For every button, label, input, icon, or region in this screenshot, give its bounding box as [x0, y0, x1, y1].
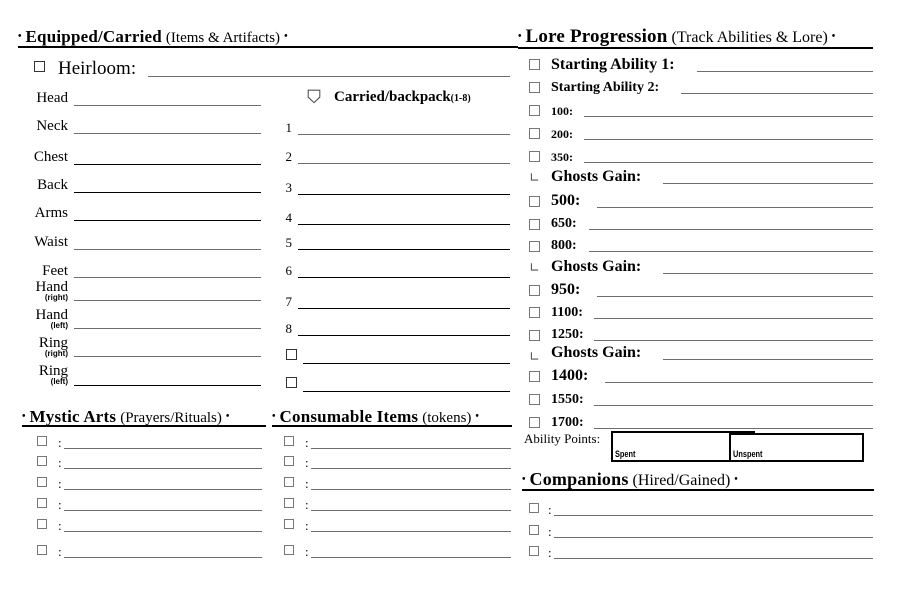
lore-line-200[interactable] — [584, 139, 873, 140]
header-bullet-right: • — [225, 411, 230, 422]
lore-line-800[interactable] — [589, 251, 873, 252]
lore-checkbox-1700[interactable] — [529, 417, 540, 428]
mystic-line-6[interactable] — [64, 557, 262, 558]
mystic-line-1[interactable] — [64, 448, 262, 449]
header-bullet-left: • — [22, 411, 26, 422]
lore-label-ghosts-gain-1: Ghosts Gain: — [551, 168, 642, 185]
mystic-checkbox-2[interactable] — [37, 456, 47, 466]
lore-label-1100: 1100: — [551, 305, 583, 320]
lore-checkbox-starting-ability-2[interactable] — [529, 82, 540, 93]
companion-colon-1: : — [548, 502, 552, 517]
equipment-label-chest: Chest — [33, 149, 68, 165]
section-title-equipped: Equipped/Carried — [25, 27, 162, 46]
lore-line-ghosts-gain-1[interactable] — [663, 183, 873, 184]
consumable-checkbox-4[interactable] — [284, 498, 294, 508]
backpack-number-7: 7 — [285, 294, 292, 309]
consumable-colon-4: : — [305, 497, 309, 512]
backpack-extra-checkbox-1[interactable] — [286, 349, 297, 360]
equipment-sublabel-hand-right: (right) — [44, 293, 68, 302]
header-bullet-left: • — [518, 31, 522, 42]
section-title-mystic: Mystic Arts — [29, 407, 117, 426]
equipment-label-feet: Feet — [42, 263, 68, 279]
heirloom-checkbox[interactable] — [34, 61, 45, 72]
companion-line-2[interactable] — [554, 537, 873, 538]
backpack-line-5[interactable] — [298, 249, 510, 250]
section-header-lore — [518, 27, 873, 49]
lore-label-100: 100: — [551, 104, 573, 118]
mystic-checkbox-4[interactable] — [37, 498, 47, 508]
header-rule-lore — [518, 47, 873, 49]
lore-checkbox-1100[interactable] — [529, 307, 540, 318]
equipment-line-neck[interactable] — [74, 133, 261, 134]
backpack-number-2: 2 — [285, 149, 292, 164]
mystic-line-2[interactable] — [64, 468, 262, 469]
header-bullet-right: • — [475, 411, 479, 422]
equipment-label-back: Back — [37, 177, 68, 193]
lore-checkbox-200[interactable] — [529, 128, 540, 139]
backpack-range: (1-8) — [450, 93, 471, 104]
header-rule-mystic — [22, 425, 266, 427]
consumable-checkbox-3[interactable] — [284, 477, 294, 487]
equipment-line-arms[interactable] — [74, 220, 261, 221]
lore-line-ghosts-gain-3[interactable] — [663, 359, 873, 360]
lore-label-1550: 1550: — [551, 392, 584, 407]
equipment-line-hand-left[interactable] — [74, 328, 261, 329]
lore-line-starting-ability-1[interactable] — [697, 71, 873, 72]
section-title-consumable: Consumable Items — [279, 407, 419, 426]
equipment-line-ring-right[interactable] — [74, 356, 261, 357]
lore-label-800: 800: — [551, 238, 577, 253]
lore-line-500[interactable] — [597, 207, 873, 208]
section-subtitle-lore: (Track Abilities & Lore) — [671, 29, 828, 46]
section-title-lore: Lore Progression — [525, 26, 668, 47]
backpack-title — [334, 90, 471, 105]
lore-line-100[interactable] — [584, 116, 873, 117]
lore-line-1250[interactable] — [594, 340, 873, 341]
section-header-mystic — [22, 408, 266, 427]
lore-line-ghosts-gain-2[interactable] — [663, 273, 873, 274]
header-rule-equipped — [18, 46, 518, 48]
companion-checkbox-3[interactable] — [529, 546, 539, 556]
equipment-label-head: Head — [36, 90, 68, 106]
section-subtitle-mystic: (Prayers/Rituals) — [120, 410, 222, 426]
equipment-label-waist: Waist — [34, 234, 68, 250]
equipment-line-ring-left[interactable] — [74, 385, 261, 386]
heirloom-label: Heirloom: — [58, 58, 137, 79]
header-bullet-right: • — [284, 31, 288, 42]
lore-checkbox-800[interactable] — [529, 241, 540, 252]
backpack-extra-line-1[interactable] — [303, 363, 510, 364]
header-bullet-left: • — [18, 31, 22, 42]
header-bullet-right: • — [831, 31, 836, 42]
companion-line-1[interactable] — [554, 515, 873, 516]
consumable-colon-6: : — [305, 544, 309, 559]
lore-checkbox-350[interactable] — [529, 151, 540, 162]
mystic-colon-3: : — [58, 476, 62, 491]
lore-line-950[interactable] — [597, 296, 873, 297]
backpack-number-6: 6 — [285, 263, 292, 278]
lore-line-1400[interactable] — [605, 382, 873, 383]
backpack-number-3: 3 — [285, 180, 292, 195]
equipment-label-arms: Arms — [34, 205, 68, 221]
lore-line-starting-ability-2[interactable] — [681, 93, 873, 94]
lore-checkbox-1250[interactable] — [529, 330, 540, 341]
mystic-line-5[interactable] — [64, 531, 262, 532]
consumable-checkbox-6[interactable] — [284, 545, 294, 555]
ability-points-spent-caption: Spent — [615, 449, 636, 459]
lore-line-350[interactable] — [584, 162, 873, 163]
lore-label-1400: 1400: — [551, 367, 589, 384]
header-rule-companions — [522, 489, 874, 491]
section-title-companions: Companions — [529, 469, 629, 489]
mystic-colon-6: : — [58, 544, 62, 559]
backpack-line-4[interactable] — [298, 224, 510, 225]
corner-arrow-icon: ∟ — [529, 171, 540, 186]
consumable-checkbox-2[interactable] — [284, 456, 294, 466]
lore-checkbox-starting-ability-1[interactable] — [529, 59, 540, 70]
equipment-sublabel-hand-left: (left) — [50, 321, 68, 330]
lore-line-1700[interactable] — [594, 428, 873, 429]
lore-label-650: 650: — [551, 216, 577, 231]
backpack-extra-checkbox-2[interactable] — [286, 377, 297, 388]
consumable-line-2[interactable] — [311, 468, 511, 469]
mystic-colon-2: : — [58, 455, 62, 470]
lore-label-ghosts-gain-2: Ghosts Gain: — [551, 258, 642, 275]
consumable-colon-5: : — [305, 518, 309, 533]
section-subtitle-consumable: (tokens) — [422, 410, 472, 426]
corner-arrow-icon: ∟ — [529, 261, 540, 276]
backpack-number-5: 5 — [285, 235, 292, 250]
mystic-checkbox-6[interactable] — [37, 545, 47, 555]
mystic-checkbox-1[interactable] — [37, 436, 47, 446]
lore-checkbox-500[interactable] — [529, 196, 540, 207]
consumable-colon-2: : — [305, 455, 309, 470]
mystic-checkbox-5[interactable] — [37, 519, 47, 529]
lore-line-650[interactable] — [589, 229, 873, 230]
companion-checkbox-2[interactable] — [529, 525, 539, 535]
consumable-checkbox-5[interactable] — [284, 519, 294, 529]
lore-checkbox-950[interactable] — [529, 285, 540, 296]
equipment-line-hand-right[interactable] — [74, 300, 261, 301]
equipment-label-hand-left: Hand — [35, 307, 68, 323]
equipment-label-neck: Neck — [36, 118, 68, 134]
consumable-line-1[interactable] — [311, 448, 511, 449]
consumable-checkbox-1[interactable] — [284, 436, 294, 446]
equipment-line-head[interactable] — [74, 105, 261, 106]
mystic-colon-5: : — [58, 518, 62, 533]
section-header-companions — [522, 470, 874, 491]
backpack-title-text: Carried/backpack — [334, 89, 451, 105]
companion-line-3[interactable] — [554, 558, 873, 559]
lore-label-950: 950: — [551, 281, 581, 298]
consumable-colon-1: : — [305, 435, 309, 450]
backpack-line-2[interactable] — [298, 163, 510, 164]
header-rule-consumable — [272, 425, 512, 427]
backpack-line-3[interactable] — [298, 194, 510, 195]
heirloom-input-line[interactable] — [148, 76, 510, 77]
lore-label-ghosts-gain-3: Ghosts Gain: — [551, 344, 642, 361]
equipment-line-waist[interactable] — [74, 249, 261, 250]
lore-checkbox-1400[interactable] — [529, 371, 540, 382]
equipment-label-ring-left: Ring — [38, 363, 68, 379]
lore-label-1250: 1250: — [551, 327, 584, 342]
equipment-label-ring-right: Ring — [38, 335, 68, 351]
backpack-number-8: 8 — [285, 321, 292, 336]
mystic-colon-4: : — [58, 497, 62, 512]
shield-icon — [307, 89, 321, 104]
lore-checkbox-100[interactable] — [529, 105, 540, 116]
equipment-label-hand-right: Hand — [35, 279, 68, 295]
lore-line-1100[interactable] — [594, 318, 873, 319]
consumable-line-4[interactable] — [311, 510, 511, 511]
consumable-line-5[interactable] — [311, 531, 511, 532]
mystic-line-3[interactable] — [64, 489, 262, 490]
lore-label-200: 200: — [551, 127, 573, 141]
equipment-sublabel-ring-left: (left) — [50, 377, 68, 386]
lore-label-starting-ability-2: Starting Ability 2: — [551, 80, 660, 95]
backpack-line-7[interactable] — [298, 308, 510, 309]
consumable-line-6[interactable] — [311, 557, 511, 558]
companion-colon-3: : — [548, 545, 552, 560]
lore-line-1550[interactable] — [594, 405, 873, 406]
mystic-line-4[interactable] — [64, 510, 262, 511]
equipment-line-back[interactable] — [74, 192, 261, 193]
lore-label-starting-ability-1: Starting Ability 1: — [551, 56, 675, 73]
backpack-number-1: 1 — [285, 120, 292, 135]
backpack-line-6[interactable] — [298, 277, 510, 278]
backpack-line-1[interactable] — [298, 134, 510, 135]
lore-label-500: 500: — [551, 192, 581, 209]
lore-checkbox-1550[interactable] — [529, 394, 540, 405]
companion-colon-2: : — [548, 524, 552, 539]
section-header-consumable — [272, 408, 512, 427]
backpack-extra-line-2[interactable] — [303, 391, 510, 392]
ability-points-label: Ability Points: — [524, 431, 601, 446]
lore-checkbox-650[interactable] — [529, 219, 540, 230]
section-header-equipped — [18, 28, 518, 48]
header-bullet-right: • — [734, 474, 738, 485]
mystic-checkbox-3[interactable] — [37, 477, 47, 487]
mystic-colon-1: : — [58, 435, 62, 450]
ability-points-unspent-caption: Unspent — [733, 449, 763, 459]
section-subtitle-companions: (Hired/Gained) — [632, 472, 731, 489]
header-bullet-left: • — [522, 474, 526, 485]
backpack-line-8[interactable] — [298, 335, 510, 336]
equipment-sublabel-ring-right: (right) — [44, 349, 68, 358]
consumable-colon-3: : — [305, 476, 309, 491]
lore-label-350: 350: — [551, 150, 573, 164]
backpack-number-4: 4 — [285, 210, 292, 225]
header-bullet-left: • — [272, 411, 276, 422]
consumable-line-3[interactable] — [311, 489, 511, 490]
section-subtitle-equipped: (Items & Artifacts) — [165, 30, 281, 46]
lore-label-1700: 1700: — [551, 415, 584, 430]
corner-arrow-icon: ∟ — [529, 350, 540, 365]
companion-checkbox-1[interactable] — [529, 503, 539, 513]
equipment-line-chest[interactable] — [74, 164, 261, 165]
equipment-line-feet[interactable] — [74, 277, 261, 278]
